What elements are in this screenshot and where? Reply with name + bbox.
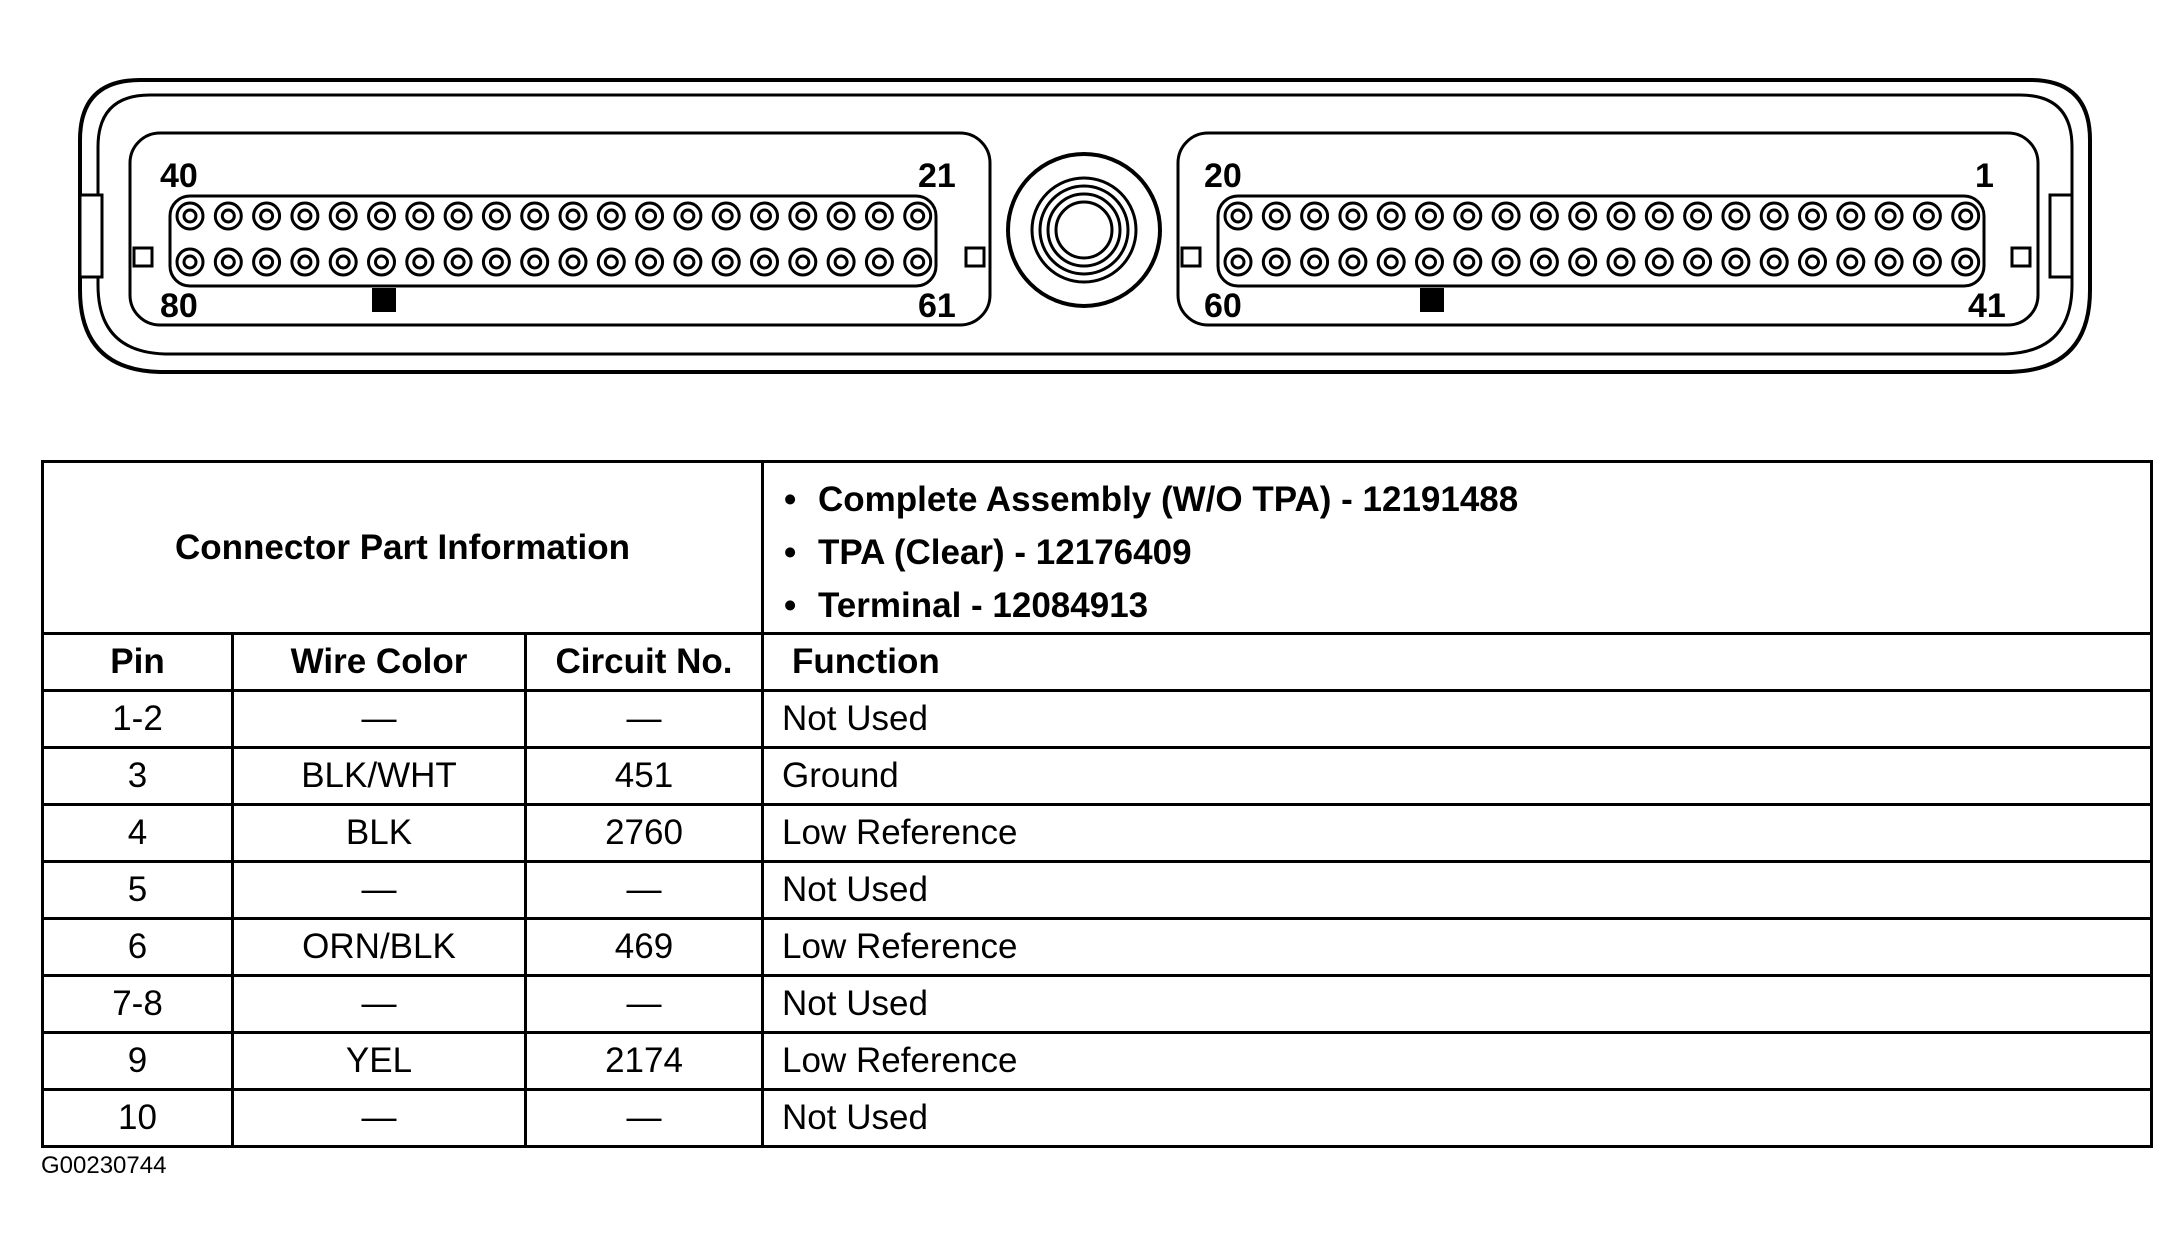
pin-cavity bbox=[522, 203, 548, 229]
pin-cavity bbox=[1800, 203, 1826, 229]
pin-cavity bbox=[261, 256, 273, 268]
pin-cavity bbox=[522, 249, 548, 275]
pin-cavity bbox=[299, 256, 311, 268]
pin-cavity bbox=[598, 203, 624, 229]
pin-cavity bbox=[1838, 249, 1864, 275]
left-pin-row-frame bbox=[170, 196, 936, 286]
pin-cavity bbox=[1807, 256, 1819, 268]
locator-square bbox=[966, 248, 984, 266]
pin-cavity bbox=[1653, 256, 1665, 268]
pin-cavity bbox=[1768, 210, 1780, 222]
pin-cavity bbox=[713, 203, 739, 229]
part-info-cell bbox=[763, 462, 2152, 634]
pin-cavity bbox=[1921, 210, 1933, 222]
pin-cavity bbox=[529, 256, 541, 268]
pin-cavity bbox=[369, 203, 395, 229]
header-function: Function bbox=[763, 634, 2152, 691]
pin-cavity bbox=[1270, 210, 1282, 222]
pin-cavity bbox=[1500, 210, 1512, 222]
pin-cavity bbox=[752, 249, 778, 275]
pin-cavity bbox=[567, 210, 579, 222]
pin-cavity bbox=[1653, 210, 1665, 222]
key-mark bbox=[1420, 288, 1444, 312]
pin-cavity bbox=[1692, 256, 1704, 268]
pin-cavity bbox=[1608, 203, 1634, 229]
pin-cavity bbox=[337, 256, 349, 268]
pin-cavity bbox=[490, 256, 502, 268]
circuit-cell: — bbox=[526, 691, 763, 748]
pin-cell: 9 bbox=[43, 1033, 233, 1090]
pin-cavity bbox=[1914, 203, 1940, 229]
pin-cavity bbox=[1615, 210, 1627, 222]
pin-cavity bbox=[905, 249, 931, 275]
pin-cavity bbox=[797, 210, 809, 222]
pin-cavity bbox=[1424, 210, 1436, 222]
pin-cell: 6 bbox=[43, 919, 233, 976]
wire-color-cell: — bbox=[233, 976, 526, 1033]
pin-cavity bbox=[644, 210, 656, 222]
pin-cavity bbox=[828, 249, 854, 275]
pin-cavity bbox=[1493, 249, 1519, 275]
wire-color-cell: BLK/WHT bbox=[233, 748, 526, 805]
pin-cavity bbox=[1340, 203, 1366, 229]
table-row bbox=[43, 1090, 2152, 1147]
pin-cavity bbox=[184, 210, 196, 222]
pin-cavity bbox=[1730, 256, 1742, 268]
function-cell: Not Used bbox=[763, 862, 2152, 919]
function-cell: Low Reference bbox=[763, 919, 2152, 976]
pin-cavity bbox=[1761, 203, 1787, 229]
circuit-cell: — bbox=[526, 976, 763, 1033]
pin-cavity bbox=[1493, 203, 1519, 229]
left-pin-block bbox=[130, 133, 990, 325]
pin-cavity bbox=[1723, 203, 1749, 229]
pin-cell: 5 bbox=[43, 862, 233, 919]
pin-cavity bbox=[866, 203, 892, 229]
pin-cavity bbox=[1768, 256, 1780, 268]
pin-cavity bbox=[637, 249, 663, 275]
pin-cavity bbox=[414, 210, 426, 222]
pin-cavity bbox=[1385, 210, 1397, 222]
pin-cavity bbox=[1263, 249, 1289, 275]
pin-number-label: 21 bbox=[918, 157, 956, 195]
right-pin-row-frame bbox=[1218, 196, 1984, 286]
part-info-label: Connector Part Information bbox=[43, 462, 763, 634]
pin-cavity bbox=[1883, 256, 1895, 268]
pin-cavity bbox=[1800, 249, 1826, 275]
pin-cavity bbox=[1455, 249, 1481, 275]
pin-number-label: 61 bbox=[918, 287, 956, 325]
pin-cavity bbox=[1845, 210, 1857, 222]
pin-cell: 3 bbox=[43, 748, 233, 805]
pin-cavity bbox=[1953, 203, 1979, 229]
function-cell: Not Used bbox=[763, 1090, 2152, 1147]
pin-cavity bbox=[292, 203, 318, 229]
pin-cavity bbox=[1615, 256, 1627, 268]
pin-cavity bbox=[1531, 249, 1557, 275]
pin-cavity bbox=[483, 203, 509, 229]
header-circuit-no: Circuit No. bbox=[526, 634, 763, 691]
table-row bbox=[43, 919, 2152, 976]
table-row bbox=[43, 691, 2152, 748]
pin-cavity bbox=[177, 249, 203, 275]
pin-cell: 10 bbox=[43, 1090, 233, 1147]
part-info-item: • TPA (Clear) - 12176409 bbox=[818, 526, 2150, 579]
pin-cavity bbox=[1347, 256, 1359, 268]
circuit-cell: — bbox=[526, 1090, 763, 1147]
circuit-cell: 2174 bbox=[526, 1033, 763, 1090]
function-cell: Low Reference bbox=[763, 805, 2152, 862]
table-row bbox=[43, 1033, 2152, 1090]
pin-cavity bbox=[1608, 249, 1634, 275]
pin-cavity bbox=[490, 210, 502, 222]
pin-cavity bbox=[1225, 203, 1251, 229]
pin-cavity bbox=[215, 249, 241, 275]
pin-cavity bbox=[254, 249, 280, 275]
pin-cavity bbox=[720, 210, 732, 222]
pin-cavity bbox=[1570, 203, 1596, 229]
wire-color-cell: BLK bbox=[233, 805, 526, 862]
pin-cavity bbox=[337, 210, 349, 222]
locator-square bbox=[134, 248, 152, 266]
pin-cavity bbox=[529, 210, 541, 222]
pin-cavity bbox=[1263, 203, 1289, 229]
pin-cavity bbox=[184, 256, 196, 268]
pin-cavity bbox=[1309, 210, 1321, 222]
pin-cavity bbox=[637, 203, 663, 229]
pin-cavity bbox=[222, 256, 234, 268]
wire-color-cell: — bbox=[233, 1090, 526, 1147]
pin-cavity bbox=[1538, 210, 1550, 222]
function-cell: Not Used bbox=[763, 691, 2152, 748]
pin-cavity bbox=[1953, 249, 1979, 275]
pin-cavity bbox=[644, 256, 656, 268]
pin-cavity bbox=[1730, 210, 1742, 222]
pin-cavity bbox=[605, 210, 617, 222]
part-info-row bbox=[43, 462, 2152, 634]
connector-face-diagram bbox=[0, 0, 2181, 400]
pin-cavity bbox=[445, 203, 471, 229]
part-info-item: • Complete Assembly (W/O TPA) - 12191488 bbox=[818, 473, 2150, 526]
key-mark bbox=[372, 288, 396, 312]
pin-cavity bbox=[1960, 210, 1972, 222]
pin-cavity bbox=[1225, 249, 1251, 275]
pin-cavity bbox=[720, 256, 732, 268]
pin-cavity bbox=[759, 210, 771, 222]
figure-code: G00230744 bbox=[41, 1152, 167, 1179]
pin-cavity bbox=[598, 249, 624, 275]
pin-cavity bbox=[713, 249, 739, 275]
pin-cavity bbox=[682, 256, 694, 268]
circuit-cell: 2760 bbox=[526, 805, 763, 862]
locator-square bbox=[2012, 248, 2030, 266]
pin-cavity bbox=[483, 249, 509, 275]
pin-cavity bbox=[1646, 203, 1672, 229]
pin-number-label: 1 bbox=[1975, 157, 1994, 195]
pin-cavity bbox=[905, 203, 931, 229]
pin-cavity bbox=[835, 256, 847, 268]
pin-cavity bbox=[759, 256, 771, 268]
pin-cavity bbox=[292, 249, 318, 275]
pin-cavity bbox=[452, 256, 464, 268]
pin-cavity bbox=[835, 210, 847, 222]
pin-cavity bbox=[1646, 249, 1672, 275]
pin-cavity bbox=[828, 203, 854, 229]
part-info-item: • Terminal - 12084913 bbox=[818, 579, 2150, 632]
pin-number-label: 60 bbox=[1204, 287, 1242, 325]
pin-cavity bbox=[414, 256, 426, 268]
pin-cavity bbox=[1309, 256, 1321, 268]
pin-cavity bbox=[1685, 249, 1711, 275]
pin-cavity bbox=[873, 210, 885, 222]
pin-cavity bbox=[1232, 256, 1244, 268]
pin-cavity bbox=[1883, 210, 1895, 222]
header-pin: Pin bbox=[43, 634, 233, 691]
pin-cavity bbox=[1761, 249, 1787, 275]
pin-cavity bbox=[1417, 203, 1443, 229]
pin-cavity bbox=[254, 203, 280, 229]
wire-color-cell: — bbox=[233, 691, 526, 748]
pin-cavity bbox=[452, 210, 464, 222]
pin-cavity bbox=[1876, 249, 1902, 275]
left-latch bbox=[80, 195, 102, 277]
locator-square bbox=[1182, 248, 1200, 266]
pin-cavity bbox=[790, 249, 816, 275]
pin-cavity bbox=[567, 256, 579, 268]
circuit-cell: — bbox=[526, 862, 763, 919]
pin-cavity bbox=[752, 203, 778, 229]
pin-cavity bbox=[1570, 249, 1596, 275]
pin-cavity bbox=[376, 210, 388, 222]
header-wire-color: Wire Color bbox=[233, 634, 526, 691]
pin-cavity bbox=[369, 249, 395, 275]
pin-cavity bbox=[1385, 256, 1397, 268]
wire-color-cell: — bbox=[233, 862, 526, 919]
pin-cavity bbox=[873, 256, 885, 268]
pin-cavity bbox=[605, 256, 617, 268]
pin-cavity bbox=[560, 203, 586, 229]
pin-cavity bbox=[912, 256, 924, 268]
pin-cavity bbox=[1838, 203, 1864, 229]
function-cell: Ground bbox=[763, 748, 2152, 805]
pin-cavity bbox=[1921, 256, 1933, 268]
pin-cavity bbox=[407, 249, 433, 275]
center-bolt-icon bbox=[1008, 154, 1160, 306]
circuit-cell: 469 bbox=[526, 919, 763, 976]
pin-cavity bbox=[1807, 210, 1819, 222]
pin-cavity bbox=[1500, 256, 1512, 268]
pin-cavity bbox=[1417, 249, 1443, 275]
pin-cavity bbox=[866, 249, 892, 275]
pin-cell: 7-8 bbox=[43, 976, 233, 1033]
part-info-list bbox=[764, 463, 2150, 632]
housing-outer-outline bbox=[80, 80, 2090, 372]
connector-pinout-table bbox=[41, 460, 2153, 1148]
pin-cavity bbox=[1960, 256, 1972, 268]
table-row bbox=[43, 748, 2152, 805]
pin-cavity bbox=[376, 256, 388, 268]
pin-cavity bbox=[1347, 210, 1359, 222]
pin-cavity bbox=[1914, 249, 1940, 275]
pin-cavity bbox=[1538, 256, 1550, 268]
pin-cavity bbox=[330, 203, 356, 229]
pin-number-label: 41 bbox=[1968, 287, 2006, 325]
pin-cavity bbox=[1692, 210, 1704, 222]
table-header-row bbox=[43, 634, 2152, 691]
pin-cavity bbox=[1378, 203, 1404, 229]
pin-cavity bbox=[675, 203, 701, 229]
pin-cell: 1-2 bbox=[43, 691, 233, 748]
pin-cavity bbox=[1462, 256, 1474, 268]
pin-cavity bbox=[1685, 203, 1711, 229]
pin-cavity bbox=[912, 210, 924, 222]
pin-cell: 4 bbox=[43, 805, 233, 862]
pin-cavity bbox=[299, 210, 311, 222]
pin-cavity bbox=[1455, 203, 1481, 229]
pin-cavity bbox=[1531, 203, 1557, 229]
pin-cavity bbox=[1577, 256, 1589, 268]
pin-cavity bbox=[1232, 210, 1244, 222]
pin-cavity bbox=[1302, 203, 1328, 229]
pin-cavity bbox=[1302, 249, 1328, 275]
pin-cavity bbox=[1577, 210, 1589, 222]
pin-cavity bbox=[560, 249, 586, 275]
circuit-cell: 451 bbox=[526, 748, 763, 805]
pin-cavity bbox=[261, 210, 273, 222]
pin-cavity bbox=[407, 203, 433, 229]
pin-number-label: 40 bbox=[160, 157, 198, 195]
pin-cavity bbox=[215, 203, 241, 229]
table-row bbox=[43, 976, 2152, 1033]
pin-cavity bbox=[222, 210, 234, 222]
right-latch bbox=[2050, 195, 2072, 277]
pin-cavity bbox=[1378, 249, 1404, 275]
pin-cavity bbox=[445, 249, 471, 275]
wire-color-cell: ORN/BLK bbox=[233, 919, 526, 976]
pin-cavity bbox=[1462, 210, 1474, 222]
pin-number-label: 80 bbox=[160, 287, 198, 325]
pin-cavity bbox=[330, 249, 356, 275]
pin-cavity bbox=[1723, 249, 1749, 275]
table-row bbox=[43, 805, 2152, 862]
pin-cavity bbox=[1424, 256, 1436, 268]
right-pin-block bbox=[1178, 133, 2038, 325]
pin-cavity bbox=[1270, 256, 1282, 268]
pin-cavity bbox=[177, 203, 203, 229]
pin-cavity bbox=[1876, 203, 1902, 229]
pin-number-label: 20 bbox=[1204, 157, 1242, 195]
function-cell: Low Reference bbox=[763, 1033, 2152, 1090]
pin-cavity bbox=[797, 256, 809, 268]
pin-cavity bbox=[682, 210, 694, 222]
table-row bbox=[43, 862, 2152, 919]
pin-cavity bbox=[1340, 249, 1366, 275]
pin-cavity bbox=[1845, 256, 1857, 268]
function-cell: Not Used bbox=[763, 976, 2152, 1033]
wire-color-cell: YEL bbox=[233, 1033, 526, 1090]
pin-cavity bbox=[790, 203, 816, 229]
pin-cavity bbox=[675, 249, 701, 275]
